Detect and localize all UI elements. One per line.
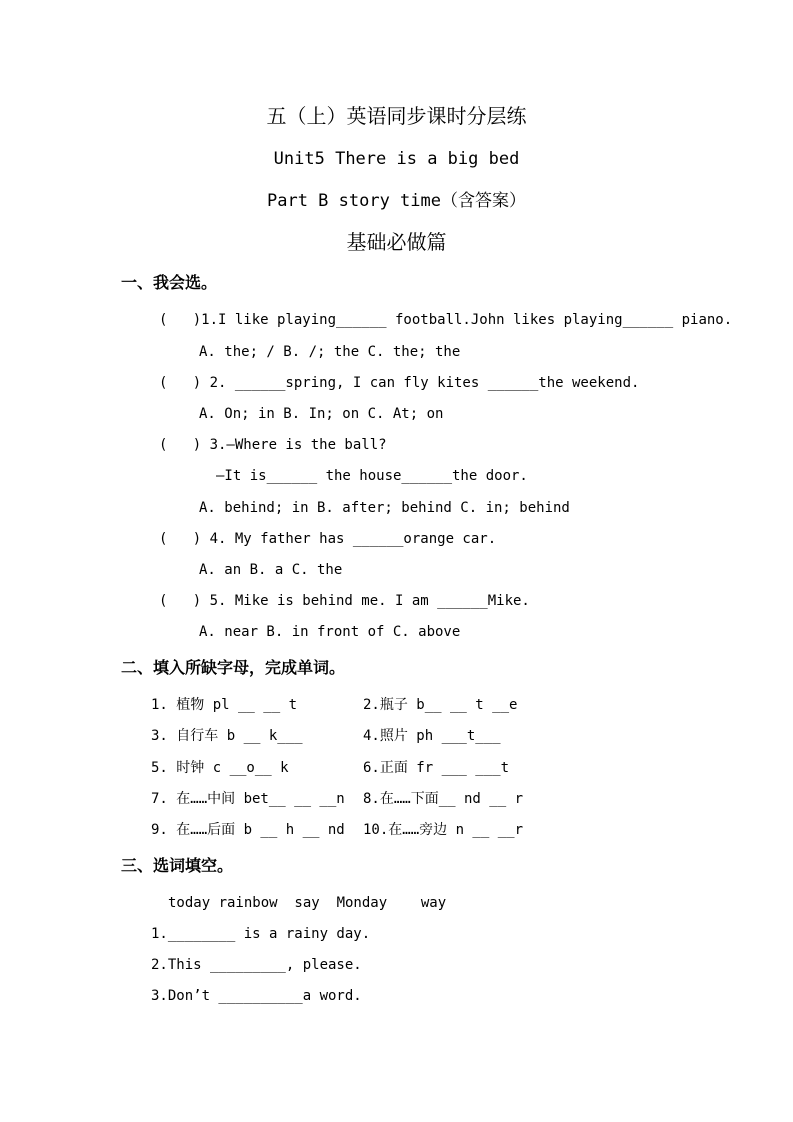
question-2-options: A. On; in B. In; on C. At; on bbox=[199, 406, 444, 422]
question-5-options: A. near B. in front of C. above bbox=[199, 624, 461, 640]
word-item-8: 8.在……下面__ nd __ r bbox=[363, 791, 524, 807]
level-title: 基础必做篇 bbox=[346, 230, 447, 254]
part-subtitle: Part B story time（含答案） bbox=[267, 191, 526, 211]
question-1-options: A. the; / B. /; the C. the; the bbox=[199, 344, 461, 360]
question-2: ( ) 2. ______spring, I can fly kites ______the weekend. bbox=[159, 375, 640, 391]
fill-blank-3: 3.Don’t __________a word. bbox=[151, 988, 362, 1004]
question-1: ( )1.I like playing______ football.John likes playing______ piano. bbox=[159, 312, 733, 328]
word-item-2: 2.瓶子 b__ __ t __e bbox=[363, 697, 518, 713]
question-3: ( ) 3.—Where is the ball? bbox=[159, 437, 387, 453]
word-item-9: 9. 在……后面 b __ h __ nd bbox=[151, 822, 345, 838]
word-item-10: 10.在……旁边 n __ __r bbox=[363, 822, 524, 838]
section-2-heading: 二、填入所缺字母，完成单词。 bbox=[121, 658, 346, 677]
question-5: ( ) 5. Mike is behind me. I am ______Mike. bbox=[159, 593, 530, 609]
fill-blank-1: 1.________ is a rainy day. bbox=[151, 926, 371, 942]
word-item-4: 4.照片 ph ___t___ bbox=[363, 728, 501, 744]
question-4-options: A. an B. a C. the bbox=[199, 562, 343, 578]
question-4: ( ) 4. My father has ______orange car. bbox=[159, 531, 497, 547]
worksheet-title: 五（上）英语同步课时分层练 bbox=[266, 104, 527, 128]
word-item-1: 1. 植物 pl __ __ t bbox=[151, 697, 298, 713]
word-bank: today rainbow say Monday way bbox=[168, 895, 447, 911]
question-3-options: A. behind; in B. after; behind C. in; behind bbox=[199, 500, 570, 516]
section-1-heading: 一、我会选。 bbox=[121, 273, 218, 292]
word-item-3: 3. 自行车 b __ k___ bbox=[151, 728, 303, 744]
unit-subtitle: Unit5 There is a big bed bbox=[273, 149, 520, 169]
question-3-line-2: —It is______ the house______the door. bbox=[216, 468, 528, 484]
fill-blank-2: 2.This _________, please. bbox=[151, 957, 362, 973]
word-item-5: 5. 时钟 c __o__ k bbox=[151, 760, 289, 776]
word-item-7: 7. 在……中间 bet__ __ __n bbox=[151, 791, 345, 807]
section-3-heading: 三、选词填空。 bbox=[121, 856, 234, 875]
word-item-6: 6.正面 fr ___ ___t bbox=[363, 760, 510, 776]
